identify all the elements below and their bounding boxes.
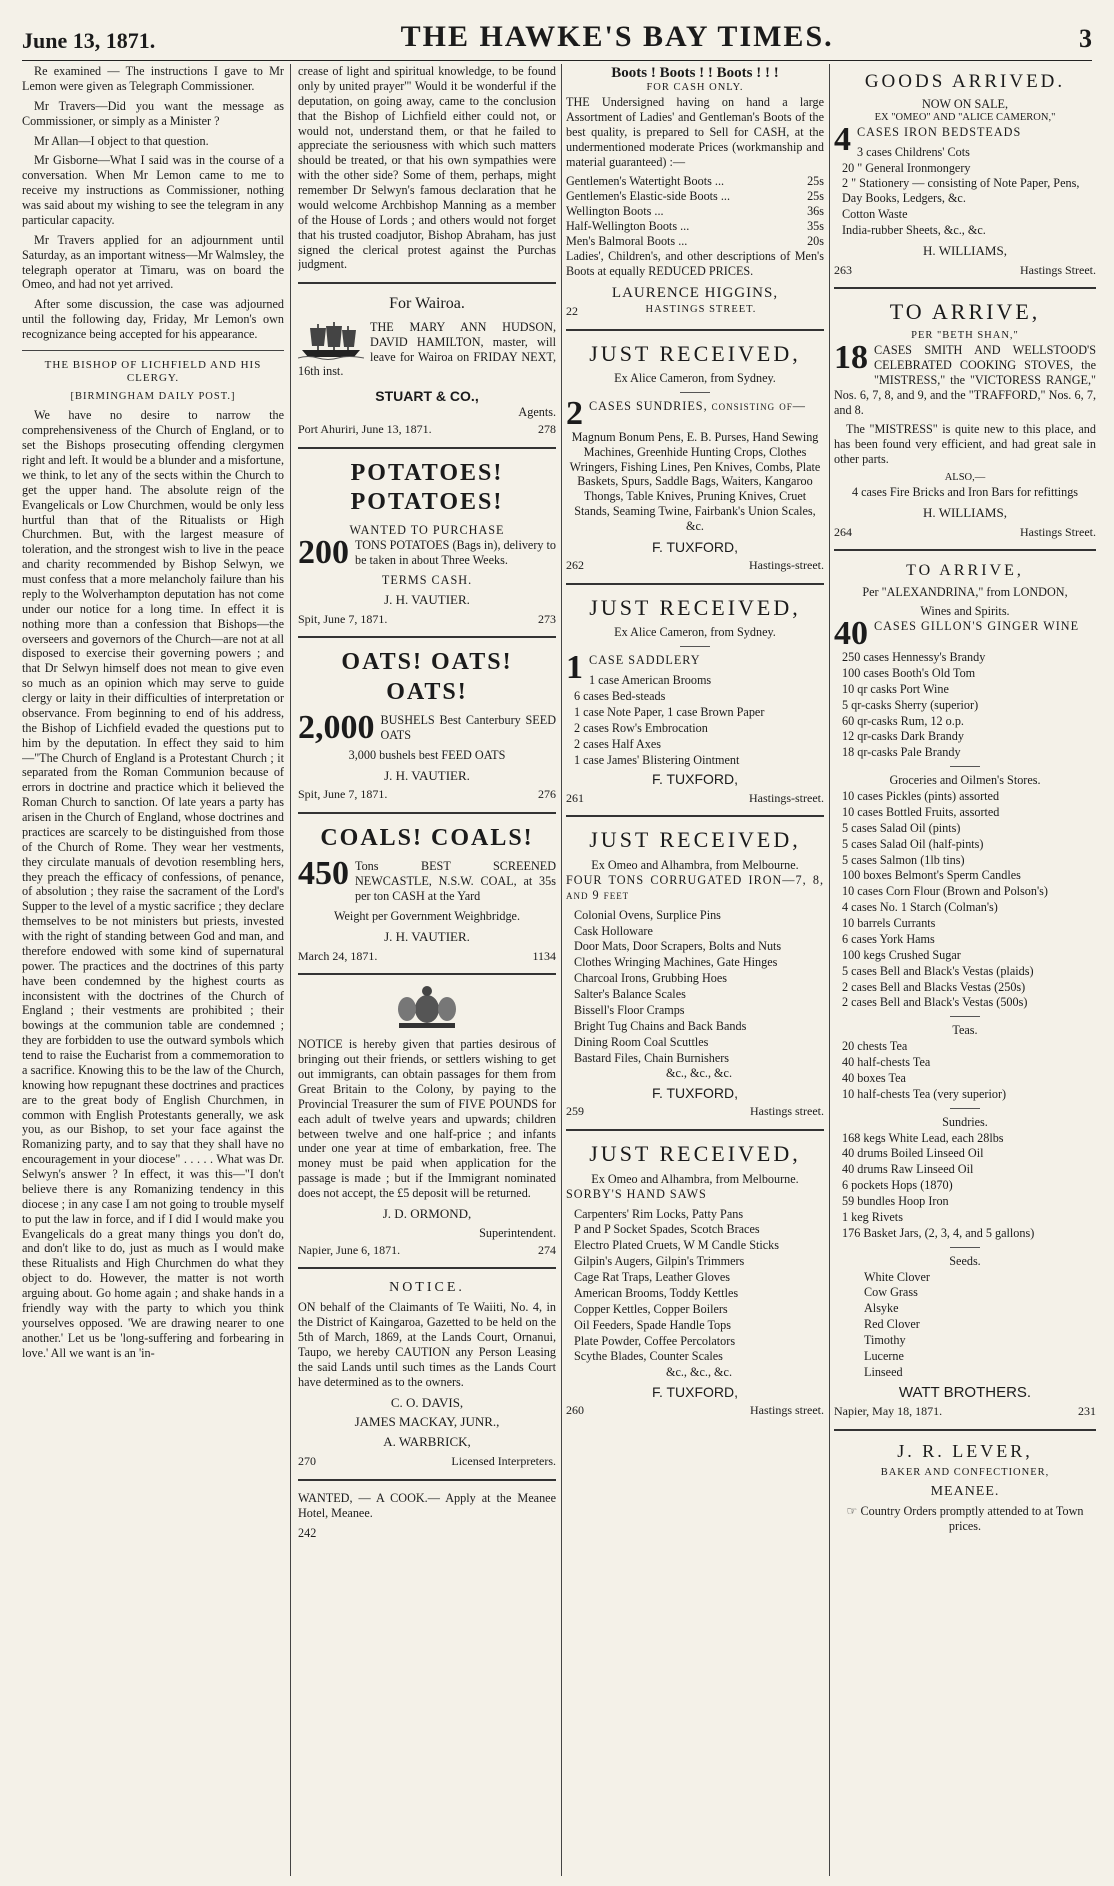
ad-address: Hastings Street. [1020, 524, 1096, 539]
section-rule [566, 329, 824, 331]
list-item: 5 cases Salad Oil (pints) [842, 820, 961, 835]
ad-subtitle: WANTED TO PURCHASE [349, 523, 505, 538]
ad-title: JUST RECEIVED, [589, 594, 801, 620]
ad-per: PER "BETH SHAN," [911, 330, 1019, 342]
section-rule [298, 1479, 556, 1481]
list-item: 168 kegs White Lead, each 28lbs [842, 1130, 1004, 1145]
list-item: 5 cases Bell and Black's Vestas (plaids) [842, 963, 1034, 978]
list-item: Cage Rat Traps, Leather Gloves [574, 1270, 731, 1285]
ad-number: 18 [834, 339, 868, 377]
ad-place: Spit, June 7, 1871. [298, 611, 388, 626]
list-item: 60 qr-casks Rum, 12 o.p. [842, 713, 964, 728]
ad-name: H. WILLIAMS, [923, 242, 1007, 258]
price-item: Gentlemen's Elastic-side Boots ... [566, 189, 730, 204]
list-item: 5 cases Salmon (1lb tins) [842, 852, 965, 867]
ad-address: Hastings street. [750, 1104, 824, 1119]
ad-per: Per "ALEXANDRINA," from LONDON, [862, 584, 1068, 599]
report-paragraph: Mr Travers—Did you want the message as Commissioner, or simply as a Minister ? [22, 98, 284, 128]
ad-address: Hastings street. [750, 1403, 824, 1418]
ad-name: H. WILLIAMS, [923, 504, 1007, 520]
section-heading: Seeds. [949, 1253, 981, 1268]
ad-role: Licensed Interpreters. [451, 1454, 556, 1469]
coat-of-arms-icon [387, 985, 467, 1031]
article-source: [BIRMINGHAM DAILY POST.] [70, 390, 236, 402]
section-rule [298, 636, 556, 638]
section-rule [566, 815, 824, 817]
list-item: 2 cases Bell and Black's Vestas (500s) [842, 995, 1028, 1010]
williams-goods-ad [834, 70, 1096, 277]
list-item: 6 cases Bed-steads [574, 689, 666, 704]
ad-lead: CASES GILLON'S GINGER WINE [874, 618, 1080, 633]
ad-title: TO ARRIVE, [906, 562, 1024, 580]
ad-lead: CASES IRON BEDSTEADS [857, 124, 1022, 139]
ad-title: POTATOES! POTATOES! [350, 459, 504, 516]
column-4 [834, 64, 1096, 1876]
boots-ad [566, 64, 824, 319]
ad-title: OATS! OATS! OATS! [341, 649, 513, 705]
ad-signature: J. H. VAUTIER. [384, 591, 470, 607]
potatoes-ad [298, 459, 556, 627]
ad-body: BUSHELS Best Canterbury SEED OATS [380, 712, 556, 742]
ad-place: Napier, June 6, 1871. [298, 1242, 401, 1257]
list-item: Red Clover [864, 1317, 920, 1332]
column-2 [298, 64, 556, 1876]
ad-ref: 22 [566, 303, 578, 318]
ad-extra: 4 cases Fire Bricks and Iron Bars for refittings [851, 484, 1079, 499]
coals-ad [298, 824, 556, 963]
list-item: 10 cases Bottled Fruits, assorted [842, 804, 1000, 819]
list-item: 10 cases Corn Flour (Brown and Polson's) [842, 884, 1048, 899]
list-item: 5 cases Salad Oil (half-pints) [842, 836, 984, 851]
list-item: 1 keg Rivets [842, 1209, 903, 1224]
article-continuation: crease of light and spiritual knowledge, to be found only by united prayer'" Would it be wonderful if the deputation, on going away, came to the conclusion that the Bishop of Lichfield either could not, or would not, understand them, or that he failed to appreciate the seriousness with which such matters should be treated, or that his own sympathies were with the other side? Some of them, perhaps, might remember Dr Selwyn's famous declaration that he would welcome Archbishop Manning as a member of the House of Lords ; and others would not forget that his trusted coadjutor, Bishop Abraham, has just signed the clerical protest against the Purchas judgment. [298, 64, 556, 272]
ad-number: 4 [834, 120, 851, 158]
price-value: 36s [807, 204, 824, 219]
ad-body: ON behalf of the Claimants of Te Waiiti, No. 4, in the District of Kaingaroa, Gazetted to be held on the 5th of March, 1869, at the Lands Court, Ornanui, Taupo, we hereby CAUTION any Person Leasing the said Lands until such times as the Lands Court have determined as to the owners. [298, 1300, 556, 1389]
ad-title: COALS! COALS! [320, 825, 534, 851]
ad-title: NOTICE. [389, 1280, 465, 1296]
list-item: Charcoal Irons, Grubbing Hoes [574, 971, 727, 986]
list-item: Scythe Blades, Counter Scales [574, 1349, 723, 1364]
claimants-notice [298, 1279, 556, 1469]
list-item: Bissell's Floor Cramps [574, 1002, 685, 1017]
section-rule [834, 287, 1096, 289]
list-item: Copper Kettles, Copper Boilers [574, 1301, 728, 1316]
list-item: Carpenters' Rim Locks, Patty Pans [574, 1206, 744, 1221]
ad-lead: SORBY'S HAND SAWS [566, 1186, 707, 1201]
list-item: 40 drums Boiled Linseed Oil [842, 1146, 984, 1161]
list-item: 2 cases Bell and Blacks Vestas (250s) [842, 979, 1026, 994]
ad-also: ALSO,— [944, 472, 986, 484]
ad-body: THE MARY ANN HUDSON, DAVID HAMILTON, master, will leave for Wairoa on FRIDAY NEXT, 16th inst. [298, 319, 556, 379]
ad-subtitle: NOW ON SALE, [921, 97, 1009, 112]
ad-number: 200 [298, 534, 349, 572]
price-row [566, 204, 824, 219]
list-item: 6 pockets Hops (1870) [842, 1178, 953, 1193]
list-item: 100 kegs Crushed Sugar [842, 947, 961, 962]
ad-address: HASTINGS STREET. [645, 303, 757, 315]
price-row [566, 189, 824, 204]
list-item: Lucerne [864, 1348, 904, 1363]
section-rule [566, 1129, 824, 1131]
section-rule [22, 350, 284, 351]
ad-place: Spit, June 7, 1871. [298, 787, 388, 802]
ad-title: JUST RECEIVED, [589, 340, 801, 366]
list-item: 10 qr casks Port Wine [842, 681, 949, 696]
ad-role: Agents. [518, 405, 556, 420]
list-item: 1 case American Brooms [589, 673, 712, 688]
price-row [566, 234, 824, 249]
list-item: 10 half-chests Tea (very superior) [842, 1086, 1007, 1101]
list-item: &c., &c., &c. [666, 1066, 732, 1081]
ad-title: For Wairoa. [389, 295, 465, 313]
section-rule [298, 973, 556, 975]
list-item: 40 half-chests Tea [842, 1055, 931, 1070]
ad-trade: BAKER AND CONFECTIONER, [880, 1466, 1050, 1478]
section-heading: Groceries and Oilmen's Stores. [889, 773, 1041, 788]
ad-ref: 259 [566, 1104, 584, 1119]
ad-title: JUST RECEIVED, [589, 1140, 801, 1166]
ad-ref: 276 [538, 787, 556, 802]
ad-ref: 264 [834, 524, 852, 539]
ad-ref: 261 [566, 790, 584, 805]
ad-ref: 274 [538, 1242, 556, 1257]
lever-ad [834, 1441, 1096, 1535]
list-item: Electro Plated Cruets, W M Candle Sticks [574, 1238, 780, 1253]
list-item: Plate Powder, Coffee Percolators [574, 1333, 736, 1348]
ad-subtitle: Ex Omeo and Alhambra, from Melbourne. [591, 1171, 799, 1186]
list-item: Cow Grass [864, 1285, 918, 1300]
ad-name: F. TUXFORD, [651, 771, 739, 788]
ad-firm: STUART & CO., [375, 388, 479, 405]
ad-signature: J. H. VAUTIER. [384, 928, 470, 944]
list-item: Gilpin's Augers, Gilpin's Trimmers [574, 1254, 745, 1269]
masthead-date: June 13, 1871. [22, 28, 156, 53]
list-item: 10 barrels Currants [842, 916, 936, 931]
list-item: &c., &c., &c. [666, 1365, 732, 1380]
ad-body: Tons BEST SCREENED NEWCASTLE, N.S.W. COAL, at 35s per ton CASH at the Yard [355, 859, 556, 904]
list-item: 12 qr-casks Dark Brandy [842, 729, 964, 744]
list-item: Cask Holloware [574, 923, 653, 938]
section-rule [834, 1429, 1096, 1431]
ad-lead: CASE SADDLERY [589, 653, 701, 668]
section-rule [566, 583, 824, 585]
section-rule [298, 812, 556, 814]
list-item: 1 case Note Paper, 1 case Brown Paper [574, 704, 765, 719]
ad-title: JUST RECEIVED, [589, 827, 801, 853]
list-item: 1 case James' Blistering Ointment [574, 752, 740, 767]
ad-town: MEANEE. [930, 1484, 1000, 1500]
ad-title: Boots ! Boots ! ! Boots ! ! ! [611, 65, 779, 81]
ad-name: F. TUXFORD, [651, 1085, 739, 1102]
tuxford-ad-2 [566, 595, 824, 806]
ad-footer: Ladies', Children's, and other descriptions of Men's Boots at equally REDUCED PRICES. [566, 248, 824, 278]
list-item: Timothy [864, 1333, 906, 1348]
article-title: THE BISHOP OF LICHFIELD AND HIS CLERGY. [44, 358, 262, 385]
tuxford-ad-1 [566, 341, 824, 573]
ad-signature: J. D. ORMOND, [382, 1205, 472, 1221]
ad-name: F. TUXFORD, [651, 538, 739, 555]
ad-signature: C. O. DAVIS, [390, 1394, 464, 1410]
list-item: 2 cases Half Axes [574, 736, 661, 751]
list-item: 100 cases Booth's Old Tom [842, 665, 976, 680]
ad-line: Weight per Government Weighbridge. [334, 908, 520, 923]
ad-ref: 1134 [532, 948, 556, 963]
ad-body: NOTICE is hereby given that parties desirous of bringing out their friends, or settlers wishing to get out immigrants, can obtain passages for them from Great Britain to the Colony, by paying to the Provincial Treasurer the sum of FIVE POUNDS for each adult of twelve years and upwards; children between twelve and one half-price ; and infants under one year at time of embarkation, free. The money must be paid when application for the passage is made ; but if the Immigrant nominated does not accept, the £5 deposit will be returned. [298, 1037, 556, 1200]
list-item: Alsyke [864, 1301, 899, 1316]
ad-line: 3,000 bushels best FEED OATS [348, 747, 506, 762]
section-rule [834, 549, 1096, 551]
ad-title: TO ARRIVE, [889, 299, 1041, 325]
ad-ref: 260 [566, 1403, 584, 1418]
report-paragraph: Re examined — The instructions I gave to Mr Lemon were given as Telegraph Commissioner. [22, 64, 284, 93]
list-item: 6 cases York Hams [842, 931, 935, 946]
ad-body: Magnum Bonum Pens, E. B. Purses, Hand Sewing Machines, Greenhide Hunting Crops, Clothes Wringers, Fishing Lines, Pen Knives, Combs, Plate Baskets, Spurs, Saddle Bags, Waiters, Kangaroo Thongs, Table Knives, Pruning Knives, Cruet Stands, Seaming Twine, Fairbank's Union Scales, &c. [569, 429, 821, 534]
ad-subtitle: Ex Alice Cameron, from Sydney. [614, 625, 776, 640]
masthead-title: THE HAWKE'S BAY TIMES. [400, 20, 834, 53]
list-item: 250 cases Hennessy's Brandy [842, 650, 986, 665]
price-value: 25s [807, 174, 824, 189]
ad-ref: 262 [566, 558, 584, 573]
ad-body: THE Undersigned having on hand a large Assortment of Ladies' and Gentleman's Boots of the best quality, is prepared to Sell for CASH, at the undermentioned moderate Prices (workmanship and material guaranteed) :— [566, 95, 824, 169]
list-item: Oil Feeders, Spade Handle Tops [574, 1317, 731, 1332]
pointing-hand-icon: ☞ [846, 1504, 858, 1519]
ad-body: TONS POTATOES (Bags in), delivery to be taken in about Three Weeks. [355, 538, 556, 568]
section-heading: Sundries. [942, 1114, 988, 1129]
section-rule [298, 1267, 556, 1269]
ad-note: The "MISTRESS" is quite new to this place, and has been found very efficient, and had great sale in other parts. [834, 422, 1096, 467]
ad-signature: JAMES MACKAY, JUNR., [354, 1414, 500, 1430]
ad-name: LAURENCE HIGGINS, [611, 284, 779, 301]
list-item: 20 chests Tea [842, 1039, 908, 1054]
list-item: P and P Socket Spades, Scotch Braces [574, 1222, 760, 1237]
ad-place: March 24, 1871. [298, 948, 378, 963]
ad-ref: 273 [538, 611, 556, 626]
price-item: Wellington Boots ... [566, 204, 664, 219]
list-item: Door Mats, Door Scrapers, Bolts and Nuts [574, 939, 782, 954]
list-item: American Brooms, Toddy Kettles [574, 1285, 739, 1300]
list-item: 18 qr-casks Pale Brandy [842, 745, 961, 760]
tuxford-ad-3 [566, 827, 824, 1119]
ad-number: 450 [298, 855, 349, 893]
report-paragraph: After some discussion, the case was adjourned until the following day, Friday, Mr Lemon's own recognizance being accepted for his appearance. [22, 297, 284, 341]
ad-ref: 231 [1078, 1404, 1096, 1419]
list-item: 40 boxes Tea [842, 1070, 906, 1085]
list-item: 100 boxes Belmont's Sperm Candles [842, 868, 1021, 883]
list-item: 10 cases Pickles (pints) assorted [842, 789, 1000, 804]
ad-ref: 263 [834, 262, 852, 277]
report-paragraph: Mr Travers applied for an adjournment until Saturday, as an important witness—Mr Walmsley, the telegraph operator at Timaru, was on board the Omeo, and had not yet arrived. [22, 232, 284, 292]
ad-ex: EX "OMEO" AND "ALICE CAMERON," [874, 112, 1056, 124]
list-item: 176 Basket Jars, (2, 3, 4, and 5 gallons) [842, 1225, 1035, 1240]
ad-note: Country Orders promptly attended to at Town prices. [860, 1504, 1084, 1534]
ad-address: Hastings-street. [749, 790, 824, 805]
wairoa-ad [298, 294, 556, 437]
ad-lead: FOUR TONS CORRUGATED IRON—7, 8, and 9 feet [566, 872, 824, 902]
ad-title: GOODS ARRIVED. [864, 71, 1066, 92]
list-item: 4 cases No. 1 Starch (Colman's) [842, 900, 998, 915]
list-item: India-rubber Sheets, &c., &c. [842, 223, 986, 238]
ad-number: 1 [566, 649, 583, 687]
masthead [22, 14, 1092, 61]
price-item: Half-Wellington Boots ... [566, 219, 690, 234]
williams-arrive-ad [834, 299, 1096, 539]
ad-number: 40 [834, 614, 868, 652]
price-value: 20s [807, 233, 824, 248]
section-heading: Wines and Spirits. [920, 603, 1010, 618]
column-1 [22, 64, 284, 1876]
ad-terms: TERMS CASH. [381, 573, 473, 587]
list-item: Colonial Ovens, Surplice Pins [574, 907, 721, 922]
immigration-notice [298, 985, 556, 1257]
ad-body: CASES SMITH AND WELLSTOOD'S CELEBRATED COOKING STOVES, the "MISTRESS," the "VICTORESS RANGE," Nos. 6, 7, 8, and 9, and the "TRAFFORD," Nos. 6, 7, and 8. [834, 343, 1096, 417]
list-item: 3 cases Childrens' Cots [857, 144, 970, 159]
ad-number: 2 [566, 395, 583, 433]
ad-signature: J. H. VAUTIER. [384, 767, 470, 783]
list-item: Salter's Balance Scales [574, 987, 686, 1001]
ship-icon [298, 320, 364, 360]
list-item: Clothes Wringing Machines, Gate Hinges [574, 955, 778, 970]
price-item: Men's Balmoral Boots ... [566, 233, 688, 248]
ad-subtitle: Ex Omeo and Alhambra, from Melbourne. [591, 858, 799, 872]
list-item: 20 " General Ironmongery [842, 160, 971, 175]
column-divider [561, 64, 562, 1876]
ad-name: F. TUXFORD, [651, 1384, 739, 1401]
ad-place: Port Ahuriri, June 13, 1871. [298, 422, 432, 437]
list-item: 5 qr-casks Sherry (superior) [842, 697, 979, 712]
cook-ad [298, 1491, 556, 1541]
ad-title: J. R. LEVER, [897, 1440, 1033, 1461]
report-paragraph: Mr Allan—I object to that question. [34, 133, 209, 148]
price-row [566, 174, 824, 189]
report-paragraph: Mr Gisborne—What I said was in the course of a conversation. When Mr Lemon came to me to receive my instructions as Commissioner, nothing was said about my wishing to see the telegram in any particular capacity. [22, 153, 284, 227]
oats-ad [298, 648, 556, 802]
list-item: 2 cases Row's Embrocation [574, 720, 708, 735]
price-value: 25s [807, 189, 824, 204]
ad-signature: A. WARBRICK, [383, 1434, 471, 1450]
list-item: Linseed [864, 1364, 903, 1379]
section-heading: Teas. [952, 1023, 978, 1038]
ad-name: WATT BROTHERS. [898, 1383, 1032, 1401]
list-item: Bright Tug Chains and Back Bands [574, 1018, 747, 1033]
ad-body: WANTED, — A COOK.— Apply at the Meanee Hotel, Meanee. [298, 1490, 556, 1520]
ad-address: Hastings Street. [1020, 262, 1096, 277]
watt-brothers-ad [834, 561, 1096, 1418]
tuxford-ad-4 [566, 1141, 824, 1418]
price-row [566, 219, 824, 234]
column-divider [829, 64, 830, 1876]
ad-place: Napier, May 18, 1871. [834, 1404, 943, 1419]
column-3 [566, 64, 824, 1876]
ad-ref: 242 [298, 1525, 317, 1540]
page-number: 3 [1079, 24, 1092, 53]
list-item: 59 bundles Hoop Iron [842, 1194, 949, 1209]
ad-address: Hastings-street. [749, 558, 824, 573]
column-divider [290, 64, 291, 1876]
price-value: 35s [807, 219, 824, 234]
ad-ref: 278 [538, 422, 556, 437]
ad-ref: 270 [298, 1454, 316, 1469]
article-body: We have no desire to narrow the comprehensiveness of the Church of England, or to set the Bishops prosecuting offending clergymen right and left. It would be a blunder and a misfortune, we think, to let any of the sects within the Church to get the upper hand. The absolute reign of the Evangelicals or Low Churchmen, would be only less hurtful than that of the Ritualists or High Churchmen. But, with the largest measure of toleration, and the strongest wish to live in the peace and charity recommended by Bishop Selwyn, we must confess that a more melancholy failure than his reply to the Wolverhampton deputation has not come under our notice for a long time. In effect it is nothing more than a confession that Bishops—the overseers and governors of the Church—are not at all disposed to exercise their governing powers ; and that Dr Selwyn himself does not mean to give even so much as an opinion which may serve to guide clergy or laity in their difficulties of interpretation or observance. From beginning to end of his address, the Bishop of Lichfield evaded the questions put to him by the deputation. In effect they said to him—"The Church of England is a Protestant Church ; it separated from the Roman Communion because of errors in doctrine and practice which it believed the Roman Church to sanction. Of late years a party has arisen in the Church of England, whose doctrines and practices are scarcely to be distinguished from those of the Church of Rome. They wear her vestments, they circulate manuals of devotion resembling hers, they preach the efficacy of confessions, of penance, of absolution ; they raise the sacrament of the Lord's Supper to the level of a mystic sacrifice ; they declare themselves to be not ministers but priests, invested with the right of standing between God and man, and therefore endowed with some kind of supernatural power. The practices and the doctrines of this party have been condemned by the highest courts as inconsistent with the doctrines of the Church of England ; their vestments are prohibited ; their bowings at the communion table are condemned ; they are forbidden to use the outward symbols which tend to raise the Eucharist from a commemoration to a sacrifice. Knowing this to be the law of the Church, knowing how repugnant these doctrines and practices are to the great body of English Churchmen, in common with English Protestants generally, we ask you, as our Bishop, to set your face against the Romanizing party, and to say that they shall have no encouragement in your diocese" . . . . . What was Dr. Selwyn's answer ? In effect, it was this—"I don't believe there is any Romanizing tendency in this diocese ; in any case I am not going to trouble myself to put the law in force, and if I did I would make you Evangelicals do a great many things you don't do, and don't like to do, just as much as I would make these Ritualists and High Churchmen do what they object to do. However, the matter is not worth arguing about. Go home again ; and shake hands in a friendly way with the party to which you think yourselves opposed. 'We are drawing nearer to one another.' Let us be 'long-suffering and forbearing in love.' All we want is an 'in- [22, 408, 284, 1360]
ad-subtitle: FOR CASH ONLY. [646, 82, 744, 94]
ad-number: 2,000 [298, 708, 375, 746]
list-item: Bastard Files, Chain Burnishers [574, 1050, 730, 1065]
list-item: 2 " Stationery — consisting of Note Paper, Pens, Day Books, Ledgers, &c. [842, 176, 1080, 206]
list-item: 40 drums Raw Linseed Oil [842, 1162, 974, 1177]
ad-subtitle: Ex Alice Cameron, from Sydney. [614, 371, 776, 386]
price-item: Gentlemen's Watertight Boots ... [566, 174, 725, 189]
ad-lead: CASES SUNDRIES, consisting of— [589, 399, 806, 414]
section-rule [298, 447, 556, 449]
list-item: Cotton Waste [842, 207, 908, 222]
ad-role: Superintendent. [479, 1225, 556, 1240]
list-item: White Clover [864, 1269, 930, 1284]
list-item: Dining Room Coal Scuttles [574, 1034, 709, 1049]
section-rule [298, 282, 556, 284]
